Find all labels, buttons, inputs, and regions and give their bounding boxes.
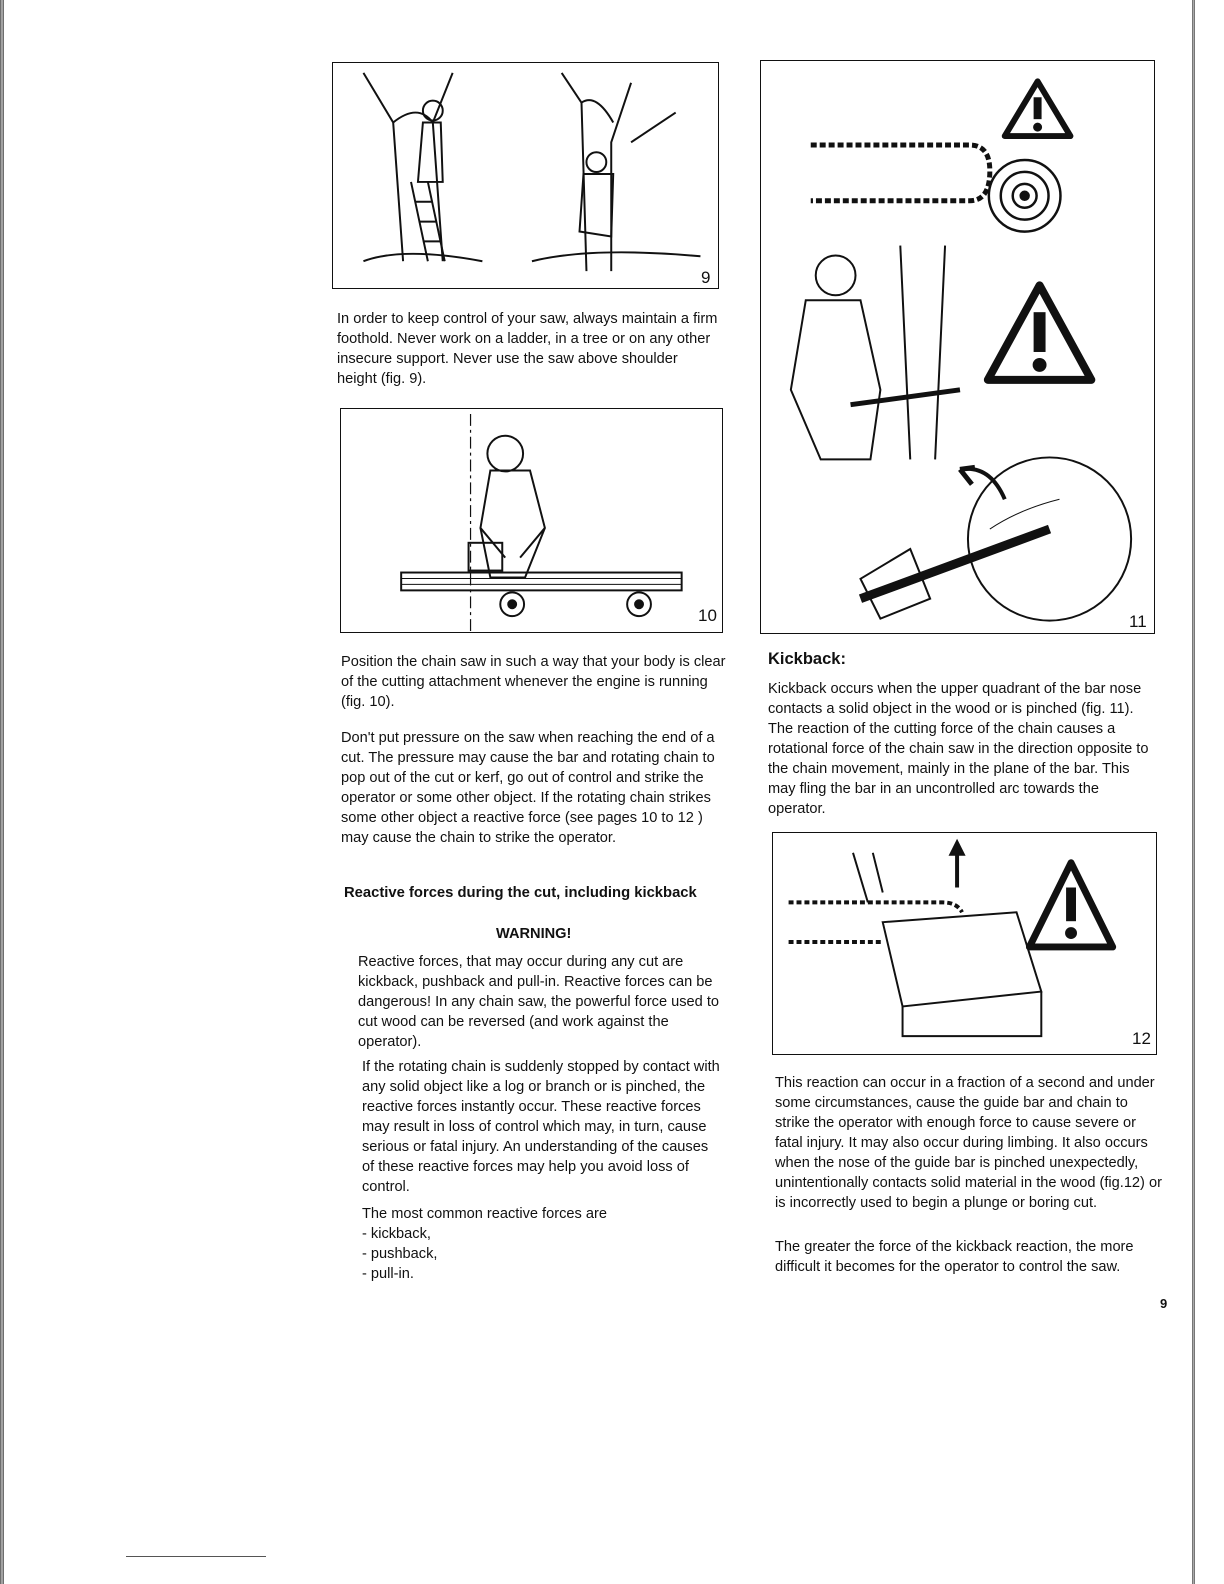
warning-triangle-icon-middle xyxy=(988,285,1091,380)
figure-10-number: 10 xyxy=(698,606,717,625)
warning-title: WARNING! xyxy=(496,926,572,942)
para-fig9: In order to keep control of your saw, always maintain a firm foothold. Never work on a ladder, in a tree or on any other insecure support. Never use the saw above shoulder height (fig. 9). xyxy=(337,311,718,387)
figure-10-illustration xyxy=(341,409,722,632)
figure-9-illustration xyxy=(333,63,718,288)
figure-12-illustration xyxy=(773,833,1156,1054)
figure-11-number: 11 xyxy=(1129,612,1147,631)
list-item: - kickback, xyxy=(362,1226,431,1242)
figure-11-illustration xyxy=(761,61,1154,633)
page-number: 9 xyxy=(1160,1296,1168,1311)
figure-12 xyxy=(772,832,1157,1055)
figure-9-number: 9 xyxy=(701,268,711,287)
scan-edge-right xyxy=(1192,0,1195,1584)
kickback-para: Kickback occurs when the upper quadrant of the bar nose contacts a solid object in the wood or is pinched (fig. 11). The reaction of the cutting force of the chain causes a rotational force of the chain saw in the direction opposite to the chain movement, mainly in the plane of the bar. This may fling the bar in an uncontrolled arc towards the operator. xyxy=(768,681,1149,817)
warning-para-1: Reactive forces, that may occur during any cut are kickback, pushback and pull-in. Reactive forces can be dangerous! In any chain saw, the powerful force used to cut wood can be reversed (and work against the operator). xyxy=(358,954,720,1050)
common-forces-intro: The most common reactive forces are xyxy=(362,1206,607,1222)
warning-para-2: If the rotating chain is suddenly stopped by contact with any solid object like a log or branch or is pinched, the reactive forces instantly occur. These reactive forces may result in loss of control which may, in turn, cause serious or fatal injury. An understanding of the causes of these reactive forces may help you avoid loss of control. xyxy=(362,1059,720,1195)
figure-12-number: 12 xyxy=(1132,1029,1151,1048)
common-forces-list xyxy=(362,1224,562,1284)
reaction-para: This reaction can occur in a fraction of a second and under some circumstances, cause the guide bar and chain to strike the operator with enough force to cause severe or fatal injury. It may also occur during limbing. It also occurs when the nose of the guide bar is pinched unexpectedly, unintentionally contacts solid material in the wood (fig.12) or is incorrectly used to begin a plunge or boring cut. xyxy=(775,1075,1162,1211)
list-item: - pull-in. xyxy=(362,1266,414,1282)
warning-triangle-icon-top xyxy=(1005,81,1071,136)
list-item: - pushback, xyxy=(362,1246,438,1262)
greater-force-para: The greater the force of the kickback reaction, the more difficult it becomes for the operator to control the saw. xyxy=(775,1239,1134,1275)
figure-9 xyxy=(332,62,719,289)
reactive-forces-heading: Reactive forces during the cut, including kickback xyxy=(344,885,697,901)
para-fig10: Position the chain saw in such a way that your body is clear of the cutting attachment whenever the engine is running (fig. 10). xyxy=(341,654,726,710)
warning-triangle-icon-fig12 xyxy=(1029,863,1112,947)
figure-10 xyxy=(340,408,723,633)
kickback-heading: Kickback: xyxy=(768,650,846,668)
figure-11 xyxy=(760,60,1155,634)
footer-rule xyxy=(126,1556,266,1557)
scan-edge-left xyxy=(0,0,4,1584)
para-pressure: Don't put pressure on the saw when reaching the end of a cut. The pressure may cause the bar and rotating chain to pop out of the cut or kerf, go out of control and strike the operator or some other object. If the rotating chain strikes some other object a reactive force (see pages 10 to 12 ) may cause the chain to strike the operator. xyxy=(341,730,715,846)
